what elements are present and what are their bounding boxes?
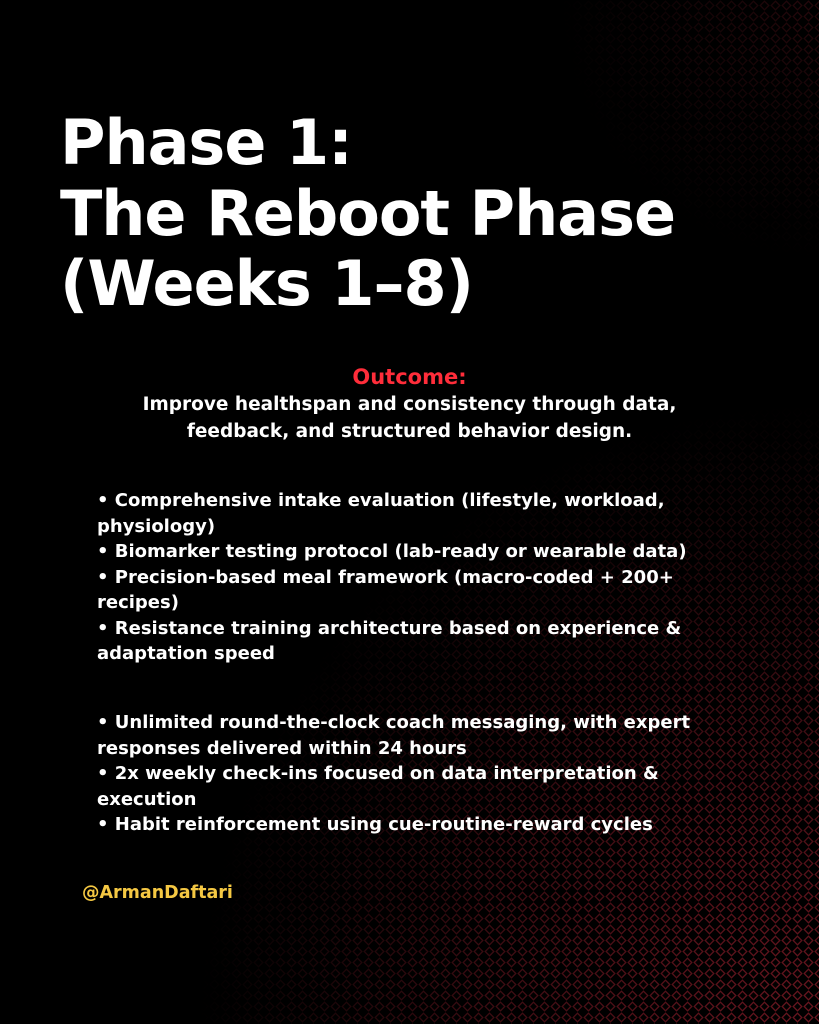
list-item: • 2x weekly check-ins focused on data interpretation & execution <box>97 763 659 810</box>
title-line-1: Phase 1: <box>60 106 352 179</box>
outcome-line-1: Improve healthspan and consistency through data, <box>142 394 677 415</box>
outcome-line-2: feedback, and structured behavior design. <box>186 421 633 442</box>
list-item: • Habit reinforcement using cue-routine-reward cycles <box>97 814 653 835</box>
list-item: • Precision-based meal framework (macro-coded + 200+ recipes) <box>97 566 674 613</box>
list-item: • Unlimited round-the-clock coach messaging, with expert responses delivered within 24 hours <box>97 712 691 759</box>
page-title <box>60 108 800 320</box>
title-line-3: (Weeks 1–8) <box>60 247 473 321</box>
outcome-block <box>40 363 779 445</box>
outcome-label: Outcome: <box>352 365 467 389</box>
list-item: • Resistance training architecture based on experience & adaptation speed <box>97 617 682 664</box>
author-handle: @ArmanDaftari <box>82 883 233 903</box>
deliverables-list <box>97 488 747 667</box>
list-item: • Comprehensive intake evaluation (lifestyle, workload, physiology) <box>97 490 665 537</box>
title-line-2: The Reboot Phase <box>60 176 676 250</box>
list-item: • Biomarker testing protocol (lab-ready or wearable data) <box>97 541 687 562</box>
support-list <box>97 710 747 838</box>
